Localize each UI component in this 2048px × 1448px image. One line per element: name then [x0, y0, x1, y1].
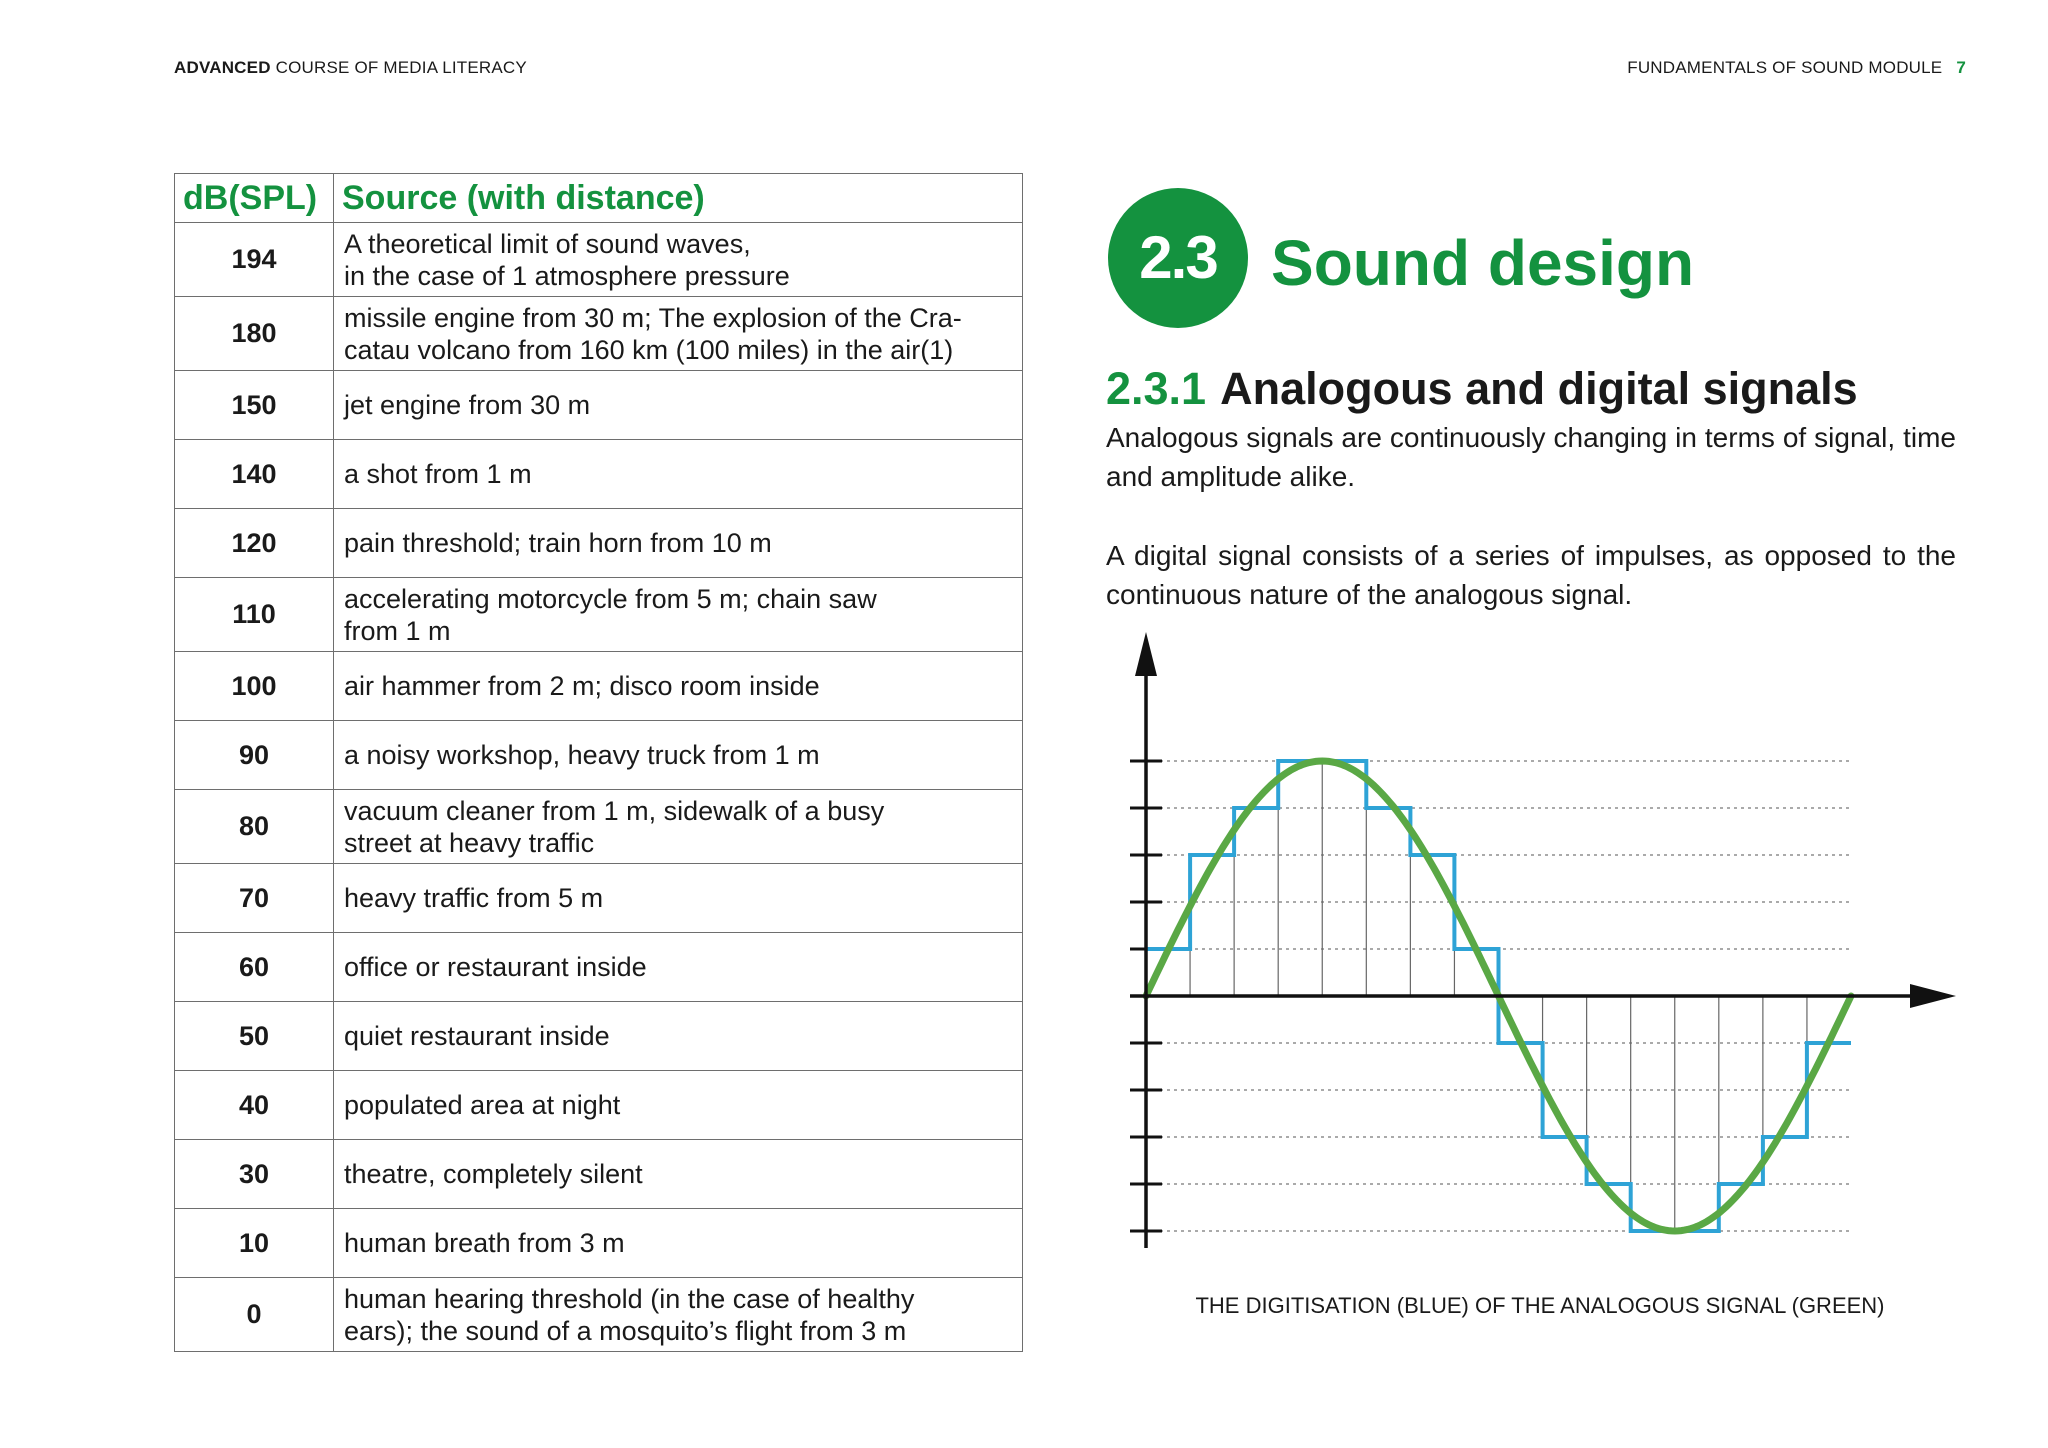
table-row [175, 1140, 1023, 1209]
source-line: missile engine from 30 m; The explosion of the Cra- [344, 302, 962, 333]
source-description [334, 223, 1023, 297]
source-description [334, 721, 1023, 790]
subsection-title: Analogous and digital signals [1220, 363, 1858, 414]
source-description [334, 864, 1023, 933]
source-line: ears); the sound of a mosquito’s flight from 3 m [344, 1315, 907, 1346]
section-title: Sound design [1271, 227, 1695, 299]
db-value: 120 [175, 509, 334, 578]
source-line: vacuum cleaner from 1 m, sidewalk of a busy [344, 795, 885, 826]
source-line: catau volcano from 160 km (100 miles) in the air(1) [344, 334, 954, 365]
source-line: human breath from 3 m [344, 1228, 625, 1258]
running-header-left [174, 58, 527, 78]
digitisation-figure [1100, 628, 1980, 1268]
source-description [334, 440, 1023, 509]
table-header-row [175, 174, 1023, 223]
db-value: 0 [175, 1278, 334, 1352]
source-description [334, 790, 1023, 864]
source-line: A theoretical limit of sound waves, [344, 228, 751, 259]
subsection-number: 2.3.1 [1106, 363, 1207, 414]
table-row [175, 721, 1023, 790]
table-row [175, 1002, 1023, 1071]
vertical-axis-arrow-icon [1135, 632, 1157, 676]
db-value: 30 [175, 1140, 334, 1209]
db-value: 150 [175, 371, 334, 440]
horizontal-axis-arrow-icon [1910, 984, 1956, 1008]
source-description [334, 1071, 1023, 1140]
source-line: human hearing threshold (in the case of healthy [344, 1283, 915, 1314]
db-value: 110 [175, 578, 334, 652]
db-value: 50 [175, 1002, 334, 1071]
subsection-heading [1106, 363, 1858, 415]
section-number-badge: 2.3 [1108, 188, 1248, 328]
table-row [175, 933, 1023, 1002]
source-description [334, 652, 1023, 721]
source-line: heavy traffic from 5 m [344, 883, 604, 913]
table-row [175, 509, 1023, 578]
source-line: street at heavy traffic [344, 827, 595, 858]
source-description [334, 933, 1023, 1002]
db-value: 70 [175, 864, 334, 933]
source-line: populated area at night [344, 1090, 621, 1120]
source-description [334, 1209, 1023, 1278]
table-row [175, 1209, 1023, 1278]
source-line: quiet restaurant inside [344, 1021, 610, 1051]
table-row [175, 652, 1023, 721]
paragraph-digital: A digital signal consists of a series of impulses, as opposed to the continuous nature of the analogous signal. [1106, 540, 1956, 610]
header-module: FUNDAMENTALS OF SOUND MODULE [1627, 58, 1943, 77]
source-description [334, 1140, 1023, 1209]
db-value: 194 [175, 223, 334, 297]
db-value: 180 [175, 297, 334, 371]
header-bold: ADVANCED [174, 58, 271, 77]
running-header-right [1627, 58, 1966, 78]
source-line: air hammer from 2 m; disco room inside [344, 671, 820, 701]
db-value: 10 [175, 1209, 334, 1278]
table-row [175, 1278, 1023, 1352]
table-row [175, 371, 1023, 440]
db-value: 60 [175, 933, 334, 1002]
table-row [175, 223, 1023, 297]
table-row [175, 864, 1023, 933]
source-description [334, 1278, 1023, 1352]
source-description [334, 371, 1023, 440]
header-rest: COURSE OF MEDIA LITERACY [270, 58, 527, 77]
source-line: in the case of 1 atmosphere pressure [344, 260, 790, 291]
source-line: accelerating motorcycle from 5 m; chain saw [344, 583, 877, 614]
source-line: pain threshold; train horn from 10 m [344, 528, 772, 558]
db-value: 40 [175, 1071, 334, 1140]
db-value: 100 [175, 652, 334, 721]
col-header-source: Source (with distance) [334, 174, 1023, 223]
figure-caption: THE DIGITISATION (BLUE) OF THE ANALOGOUS SIGNAL (GREEN) [1195, 1293, 1885, 1318]
source-line: from 1 m [344, 615, 451, 646]
source-description [334, 297, 1023, 371]
page-number: 7 [1956, 58, 1966, 77]
db-value: 80 [175, 790, 334, 864]
col-header-db: dB(SPL) [175, 174, 334, 223]
source-line: a noisy workshop, heavy truck from 1 m [344, 740, 820, 770]
sound-level-table [174, 173, 1023, 1352]
source-line: theatre, completely silent [344, 1159, 643, 1189]
table-row [175, 790, 1023, 864]
paragraph-analog: Analogous signals are continuously changing in terms of signal, time and amplitude alike. [1106, 422, 1956, 492]
source-description [334, 578, 1023, 652]
source-line: office or restaurant inside [344, 952, 647, 982]
db-value: 140 [175, 440, 334, 509]
table-row [175, 297, 1023, 371]
db-value: 90 [175, 721, 334, 790]
table-row [175, 1071, 1023, 1140]
table-row [175, 440, 1023, 509]
table-body [175, 223, 1023, 1352]
table-row [175, 578, 1023, 652]
source-line: a shot from 1 m [344, 459, 532, 489]
source-description [334, 509, 1023, 578]
source-line: jet engine from 30 m [344, 390, 591, 420]
source-description [334, 1002, 1023, 1071]
